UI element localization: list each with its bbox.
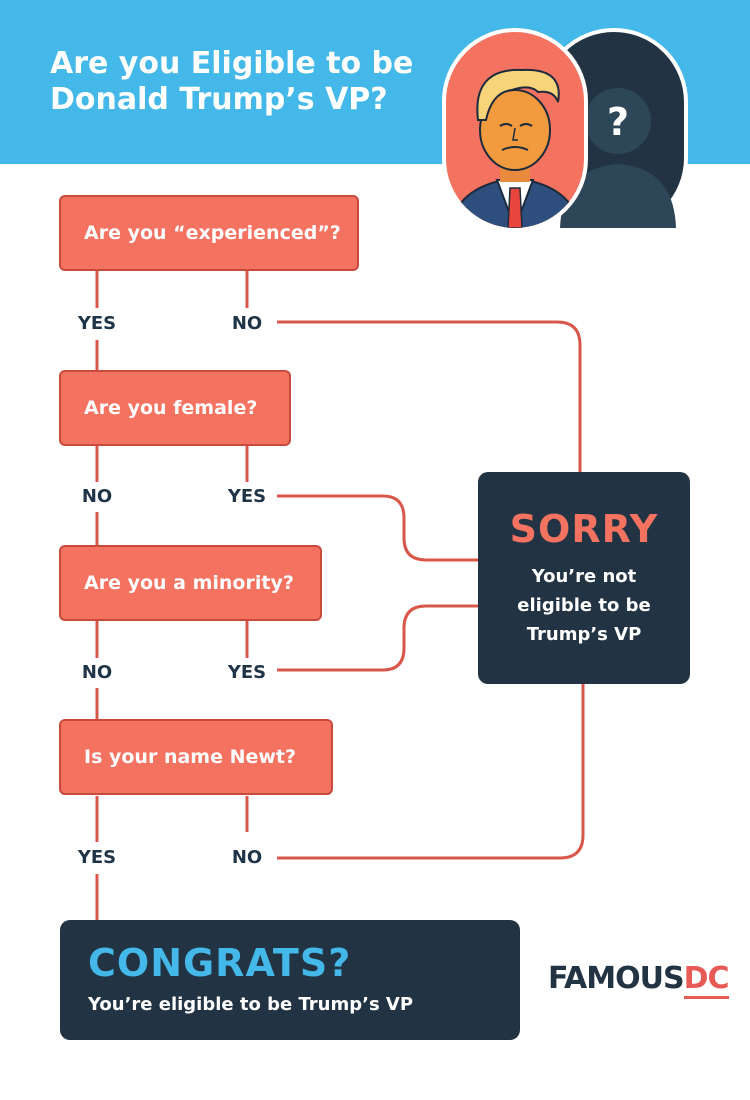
sorry-message	[478, 562, 690, 649]
sorry-line-2: eligible to be	[517, 595, 651, 616]
congrats-title: CONGRATS?	[88, 941, 352, 985]
question-newt-label: Is your name Newt?	[84, 746, 297, 768]
logo-dc: DC	[684, 961, 729, 999]
famousdc-logo	[548, 961, 729, 997]
branch-label-q2-yes: YES	[217, 487, 277, 507]
branch-label-q3-yes: YES	[217, 663, 277, 683]
question-minority	[59, 545, 322, 621]
congrats-outcome-box	[60, 920, 520, 1040]
branch-label-q2-no: NO	[67, 487, 127, 507]
question-newt	[59, 719, 333, 795]
branch-label-q3-no: NO	[67, 663, 127, 683]
trump-cartoon-portrait	[444, 30, 586, 232]
congrats-message: You’re eligible to be Trump’s VP	[88, 994, 414, 1015]
question-experienced	[59, 195, 359, 271]
sorry-line-3: Trump’s VP	[526, 624, 642, 645]
question-experienced-label: Are you “experienced”?	[84, 222, 341, 244]
sorry-outcome-box	[478, 472, 690, 684]
branch-label-q4-no: NO	[217, 848, 277, 868]
question-female-label: Are you female?	[84, 397, 258, 419]
title-line-2: Donald Trump’s VP?	[50, 82, 388, 117]
logo-famous: FAMOUS	[548, 961, 684, 996]
branch-label-q1-no: NO	[217, 314, 277, 334]
question-minority-label: Are you a minority?	[84, 572, 294, 594]
sorry-title: SORRY	[509, 507, 659, 551]
sorry-line-1: You’re not	[531, 566, 637, 587]
portraits-illustration	[442, 28, 692, 232]
branch-label-q1-yes: YES	[67, 314, 127, 334]
question-female	[59, 370, 291, 446]
question-mark-icon: ?	[606, 100, 630, 144]
title-line-1: Are you Eligible to be	[50, 46, 414, 81]
branch-label-q4-yes: YES	[67, 848, 127, 868]
